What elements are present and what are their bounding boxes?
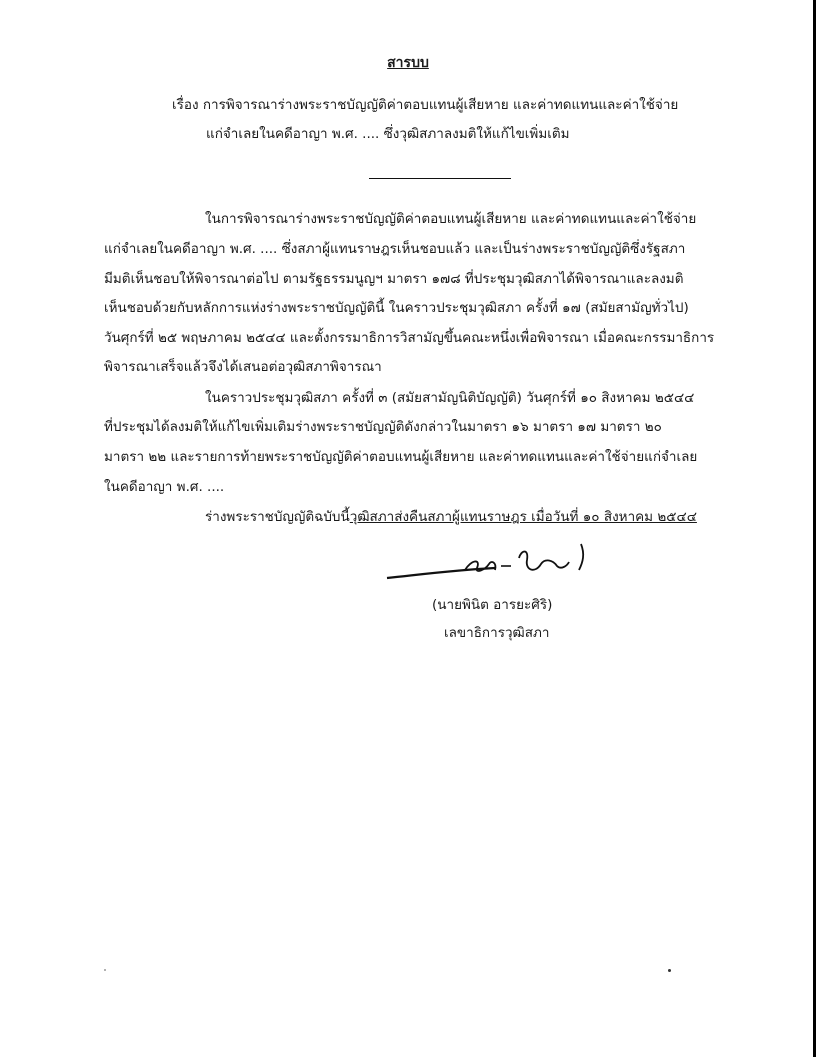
paragraph-line: พิจารณาเสร็จแล้วจึงได้เสนอต่อวุฒิสภาพิจารณา bbox=[104, 359, 382, 375]
paragraph-3-lead: ร่างพระราชบัญญัติฉบับนี้ bbox=[205, 509, 350, 525]
document-title: สารบบ bbox=[387, 55, 429, 71]
paragraph-line: วันศุกร์ที่ ๒๕ พฤษภาคม ๒๕๔๔ และตั้งกรรมาธิการวิสามัญขึ้นคณะหนึ่งเพื่อพิจารณา เมื่อคณะกรรมาธิการ bbox=[104, 330, 715, 346]
signature bbox=[385, 540, 605, 592]
divider bbox=[369, 178, 511, 179]
scan-speck bbox=[668, 969, 671, 972]
return-statement: วุฒิสภาส่งคืนสภาผู้แทนราษฎร เมื่อวันที่ ๑๐ สิงหาคม ๒๕๔๔ bbox=[349, 509, 697, 525]
paragraph-line: ในการพิจารณาร่างพระราชบัญญัติค่าตอบแทนผู้เสียหาย และค่าทดแทนและค่าใช้จ่าย bbox=[205, 211, 697, 227]
paragraph-3 bbox=[205, 508, 697, 526]
paragraph-line: ที่ประชุมได้ลงมติให้แก้ไขเพิ่มเติมร่างพระราชบัญญัติดังกล่าวในมาตรา ๑๖ มาตรา ๑๗ มาตรา ๒๐ bbox=[104, 419, 662, 435]
subject-line-2: แก่จำเลยในคดีอาญา พ.ศ. .... ซึ่งวุฒิสภาลงมติให้แก้ไขเพิ่มเติม bbox=[206, 126, 570, 142]
paragraph-line: ในคดีอาญา พ.ศ. .... bbox=[104, 479, 225, 495]
signatory-name: (นายพินิต อารยะศิริ) bbox=[432, 597, 553, 613]
scan-speck bbox=[104, 969, 106, 971]
subject-line-1: เรื่อง การพิจารณาร่างพระราชบัญญัติค่าตอบแทนผู้เสียหาย และค่าทดแทนและค่าใช้จ่าย bbox=[172, 97, 679, 113]
paragraph-line: มีมติเห็นชอบให้พิจารณาต่อไป ตามรัฐธรรมนูญฯ มาตรา ๑๗๘ ที่ประชุมวุฒิสภาได้พิจารณาและลงมติ bbox=[104, 271, 684, 287]
paragraph-line: เห็นชอบด้วยกับหลักการแห่งร่างพระราชบัญญัตินี้ ในคราวประชุมวุฒิสภา ครั้งที่ ๑๗ (สมัยสามัญทั่วไป) bbox=[104, 300, 689, 316]
paragraph-line: ในคราวประชุมวุฒิสภา ครั้งที่ ๓ (สมัยสามัญนิติบัญญัติ) วันศุกร์ที่ ๑๐ สิงหาคม ๒๕๔๔ bbox=[205, 390, 695, 406]
paragraph-line: มาตรา ๒๒ และรายการท้ายพระราชบัญญัติค่าตอบแทนผู้เสียหาย และค่าทดแทนและค่าใช้จ่ายแก่จำเลย bbox=[104, 449, 698, 465]
paragraph-line: แก่จำเลยในคดีอาญา พ.ศ. .... ซึ่งสภาผู้แทนราษฎรเห็นชอบแล้ว และเป็นร่างพระราชบัญญัติซึ่งรัฐสภา bbox=[104, 241, 686, 257]
signatory-position: เลขาธิการวุฒิสภา bbox=[444, 625, 550, 641]
